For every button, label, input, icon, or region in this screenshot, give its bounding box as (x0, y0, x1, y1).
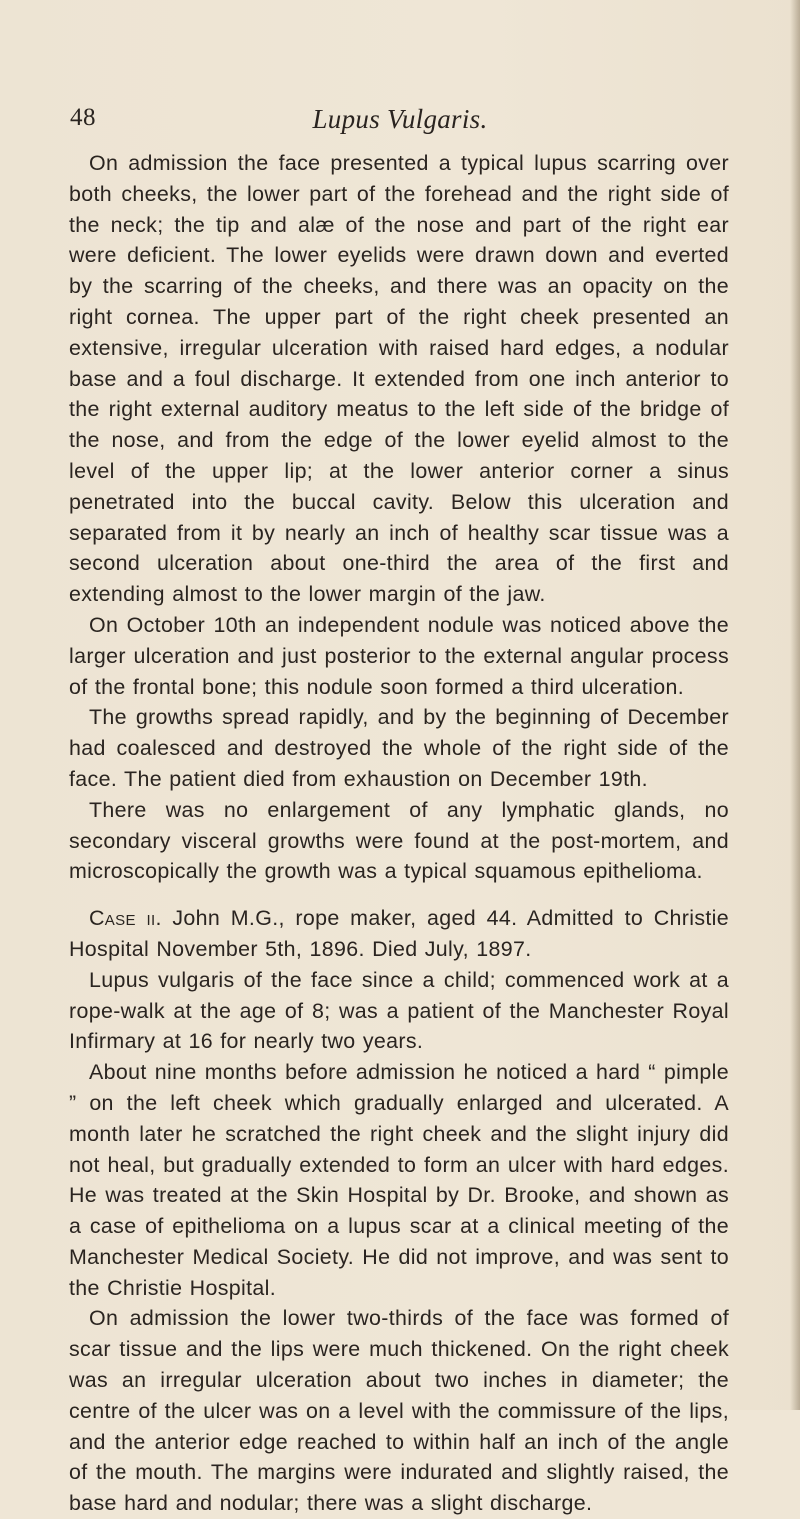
case-ii-details: John M.G., rope maker, aged 44. Admitted to Christie Hospital November 5th, 1896. Died July, 1897. (69, 906, 730, 961)
page-header (70, 104, 730, 140)
paragraph-growth-spread: The growths spread rapidly, and by the beginning of December had coalesced and destroyed the whole of the right side of the face. The patient died from exhaustion on December 19th. (69, 705, 729, 791)
paragraph-case-ii-intro (69, 903, 729, 965)
paragraph-case-ii-pimple: About nine months before admission he noticed a hard “ pimple ” on the left cheek which gradually enlarged and ulcerated. A month later he scratched the right cheek and the slight injury did not heal, but gradually extended to form an ulcer with hard edges. He was treated at the Skin Hospital by Dr. Brooke, and shown as a case of epithelioma on a lupus scar at a clinical meeting of the Manchester Medical Society. He did not improve, and was sent to the Christie Hospital. (69, 1060, 729, 1300)
case-label: Case ii. (89, 906, 162, 931)
running-title: Lupus Vulgaris. (312, 104, 488, 134)
paragraph-case-ii-history: Lupus vulgaris of the face since a child; commenced work at a rope-walk at the age of 8; was a patient of the Manchester Royal Infirmary at 16 for nearly two years. (69, 967, 729, 1054)
paragraph-october-nodule: On October 10th an independent nodule was noticed above the larger ulceration and just posterior to the external angular process of the frontal bone; this nodule soon formed a third ulceration. (69, 612, 729, 699)
body-text (69, 148, 729, 1519)
paragraph-case-ii-admission: On admission the lower two-thirds of the face was formed of scar tissue and the lips were much thickened. On the right cheek was an irregular ulceration about two inches in diameter; the centre of the ulcer was on a level with the commissure of the lips, and the anterior edge reached to within half an inch of the angle of the mouth. The margins were indurated and slightly raised, the base hard and nodular; there was a slight discharge. (69, 1306, 729, 1516)
paragraph-post-mortem: There was no enlargement of any lymphatic glands, no secondary visceral growths were found at the post-mortem, and microscopically the growth was a typical squamous epithelioma. (69, 797, 729, 884)
page-number: 48 (70, 104, 96, 131)
page-edge-shadow (790, 0, 800, 1410)
paragraph-admission-findings: On admission the face presented a typical lupus scarring over both cheeks, the lower part of the forehead and the right side of the neck; the tip and alæ of the nose and part of the right ear were deficient. The lower eyelids were drawn down and everted by the scarring of the cheeks, and there was an opacity on the right cornea. The upper part of the right cheek presented an extensive, irregular ulceration with raised hard edges, a nodular base and a foul discharge. It extended from one inch anterior to the right external auditory meatus to the left side of the bridge of the nose, and from the edge of the lower eyelid almost to the level of the upper lip; at the lower anterior corner a sinus penetrated into the buccal cavity. Below this ulceration and separated from it by nearly an inch of healthy scar tissue was a second ulceration about one-third the area of the first and extending almost to the lower margin of the jaw. (69, 151, 729, 607)
